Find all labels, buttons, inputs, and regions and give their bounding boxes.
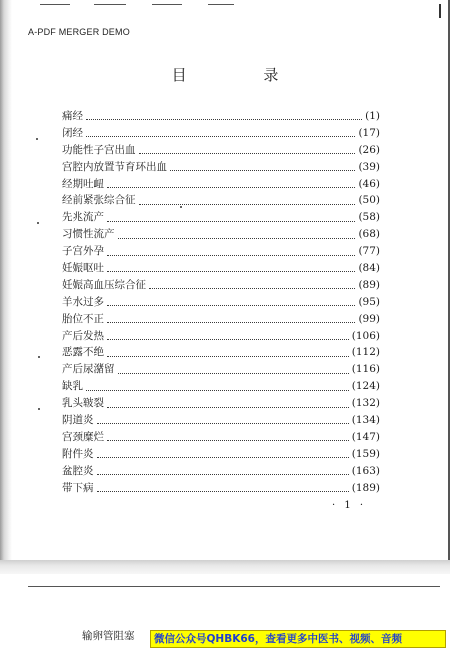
toc-entry[interactable]: [62, 294, 380, 311]
toc-leader-dots: [118, 237, 356, 239]
toc-leader-dots: [107, 338, 349, 340]
toc-leader-dots: [86, 389, 349, 391]
page-title: 目 录: [171, 66, 315, 84]
toc-entry[interactable]: [62, 226, 380, 243]
toc-entry-label: 宫腔内放置节育环出血: [62, 160, 167, 173]
toc-entry-page: (189): [351, 481, 380, 494]
margin-speck: [36, 138, 38, 140]
toc-entry[interactable]: [62, 412, 380, 429]
toc-entry[interactable]: [62, 378, 380, 395]
toc-entry-label: 子宫外孕: [62, 245, 104, 258]
toc-entry[interactable]: [62, 159, 380, 176]
toc-entry[interactable]: [62, 142, 380, 159]
toc-entry[interactable]: [62, 277, 380, 294]
toc-entry-page: (159): [351, 447, 380, 460]
toc-entry[interactable]: [62, 176, 380, 193]
toc-entry-label: 经期吐衄: [62, 177, 104, 190]
toc-leader-dots: [107, 220, 355, 222]
toc-entry-page: (68): [358, 228, 380, 241]
margin-speck: [38, 408, 40, 410]
toc-entry-label: 盆腔炎: [62, 464, 94, 477]
toc-entry[interactable]: [62, 108, 380, 125]
table-of-contents: [62, 108, 380, 496]
toc-entry[interactable]: [62, 446, 380, 463]
toc-leader-dots: [107, 355, 349, 357]
toc-entry[interactable]: [62, 260, 380, 277]
top-header-marks: [40, 4, 250, 6]
toc-entry-page: (147): [351, 430, 380, 443]
toc-entry[interactable]: [62, 361, 380, 378]
toc-entry-label: 恶露不绝: [62, 346, 104, 359]
toc-leader-dots: [139, 152, 356, 154]
margin-speck: [38, 356, 40, 358]
toc-leader-dots: [86, 135, 355, 137]
toc-leader-dots: [107, 304, 355, 306]
toc-entry-page: (134): [351, 414, 380, 427]
toc-leader-dots: [107, 406, 349, 408]
toc-entry[interactable]: [62, 344, 380, 361]
next-page-rule: [28, 586, 440, 587]
toc-entry-page: (26): [358, 143, 380, 156]
toc-leader-dots: [107, 439, 349, 441]
toc-entry-page: (84): [358, 262, 380, 275]
promo-banner[interactable]: 微信公众号QHBK66，查看更多中医书、视频、音频: [150, 630, 446, 648]
toc-leader-dots: [97, 456, 349, 458]
toc-leader-dots: [170, 169, 355, 171]
toc-entry[interactable]: [62, 480, 380, 497]
toc-entry-label: 胎位不正: [62, 312, 104, 325]
toc-entry-label: 缺乳: [62, 380, 83, 393]
toc-entry[interactable]: [62, 311, 380, 328]
toc-entry-page: (89): [358, 278, 380, 291]
toc-leader-dots: [107, 186, 355, 188]
toc-entry-label: 羊水过多: [62, 295, 104, 308]
toc-leader-dots: [149, 287, 355, 289]
toc-entry-label: 产后尿潴留: [62, 363, 115, 376]
toc-entry[interactable]: [62, 328, 380, 345]
toc-entry-page: (106): [351, 329, 380, 342]
toc-entry-page: (112): [351, 346, 380, 359]
toc-entry-page: (163): [351, 464, 380, 477]
scan-edge-shadow: [0, 0, 12, 650]
toc-entry-page: (124): [351, 380, 380, 393]
page-number: · 1 ·: [332, 500, 367, 511]
toc-entry-page: (58): [358, 211, 380, 224]
toc-entry-page: (116): [351, 363, 380, 376]
toc-entry[interactable]: [62, 395, 380, 412]
toc-entry-label: 痛经: [62, 110, 83, 122]
toc-leader-dots: [107, 270, 355, 272]
toc-leader-dots: [107, 254, 355, 256]
toc-entry-page: (99): [358, 312, 380, 325]
page-break: [0, 560, 450, 574]
toc-entry-page: (17): [358, 126, 380, 139]
toc-entry[interactable]: [62, 243, 380, 260]
toc-entry-label: 妊娠高血压综合征: [62, 278, 146, 291]
toc-entry-label: 产后发热: [62, 329, 104, 342]
toc-entry-label: 带下病: [62, 481, 94, 494]
toc-entry-label: 宫颈糜烂: [62, 430, 104, 443]
margin-speck: [37, 222, 39, 224]
toc-entry-page: (46): [358, 177, 380, 190]
toc-entry-page: (39): [358, 160, 380, 173]
toc-entry-label: 功能性子宫出血: [62, 143, 136, 156]
toc-entry-page: (50): [358, 194, 380, 207]
toc-entry-page: (95): [358, 295, 380, 308]
toc-entry-label: 经前紧张综合征: [62, 194, 136, 207]
toc-leader-dots: [139, 203, 356, 205]
toc-leader-dots: [86, 118, 362, 120]
toc-entry-label: 闭经: [62, 126, 83, 139]
toc-entry-label: 附件炎: [62, 447, 94, 460]
toc-entry-label: 阴道炎: [62, 414, 94, 427]
toc-leader-dots: [118, 372, 349, 374]
toc-entry-label: 乳头皲裂: [62, 397, 104, 410]
toc-entry[interactable]: [62, 192, 380, 209]
toc-leader-dots: [97, 473, 349, 475]
top-right-mark: [439, 4, 441, 18]
toc-entry-label: 先兆流产: [62, 211, 104, 224]
toc-entry[interactable]: [62, 429, 380, 446]
toc-leader-dots: [97, 422, 349, 424]
toc-leader-dots: [107, 321, 355, 323]
toc-leader-dots: [97, 490, 349, 492]
watermark-text: A-PDF MERGER DEMO: [28, 27, 130, 37]
toc-entry-label: 习惯性流产: [62, 228, 115, 241]
margin-speck: [180, 206, 182, 208]
toc-entry-page: (132): [351, 397, 380, 410]
toc-entry[interactable]: [62, 463, 380, 480]
toc-entry-label: 妊娠呕吐: [62, 262, 104, 275]
toc-entry-page: (1): [365, 110, 380, 122]
toc-entry[interactable]: [62, 125, 380, 142]
next-page-entry: 输卵管阻塞: [82, 630, 135, 642]
toc-entry-page: (77): [358, 245, 380, 258]
toc-entry[interactable]: [62, 209, 380, 226]
